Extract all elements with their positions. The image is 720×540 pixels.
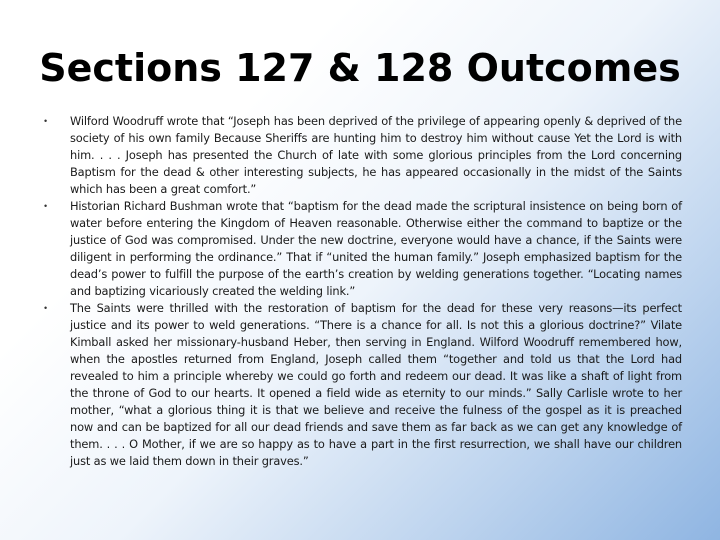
bullet-item [44,300,682,470]
bullet-text: The Saints were thrilled with the restoration of baptism for the dead for these very reasons—its perfect justice and its power to weld generations. “There is a chance for all. Is not this a glorious doctrine?” Vilate Kimball asked her missionary-husband Heber, then serving in England. Wilford Woodruff remembered how, when the apostles returned from England, Joseph called them “together and told us that the Lord had revealed to him a principle whereby we could go forth and redeem our dead. It was like a shaft of light from the throne of God to our hearts. It opened a field wide as eternity to our minds.” Sally Carlisle wrote to her mother, “what a glorious thing it is that we believe and receive the fulness of the gospel as it is preached now and can be baptized for all our dead friends and save them as far back as we can get any knowledge of them. . . . O Mother, if we are so happy as to have a part in the first resurrection, we shall have our children just as we laid them down in their graves.” [70,301,682,468]
bullet-list [44,113,682,470]
bullet-item [44,113,682,198]
bullet-item [44,198,682,300]
bullet-text: Historian Richard Bushman wrote that “baptism for the dead made the scriptural insistence on being born of water before entering the Kingdom of Heaven reasonable. Otherwise either the command to baptize or the justice of God was compromised. Under the new doctrine, everyone would have a chance, if the Saints were diligent in performing the ordinance.” That if “united the human family.” Joseph emphasized baptism for the dead’s power to fulfill the purpose of the earth’s creation by welding generations together. “Locating names and baptizing vicariously created the welding link.” [70,199,682,298]
bullet-marker: • [44,303,48,313]
bullet-marker: • [44,201,48,211]
bullet-marker: • [44,116,48,126]
slide-title: Sections 127 & 128 Outcomes [39,46,681,90]
bullet-text: Wilford Woodruff wrote that “Joseph has been deprived of the privilege of appearing openly & deprived of the society of his own family Because Sheriffs are hunting him to destroy him without cause Yet the Lord is with him. . . . Joseph has presented the Church of late with some glorious principles from the Lord concerning Baptism for the dead & other interesting subjects, he has appeared occasionally in the midst of the Saints which has been a great comfort.” [70,114,682,196]
